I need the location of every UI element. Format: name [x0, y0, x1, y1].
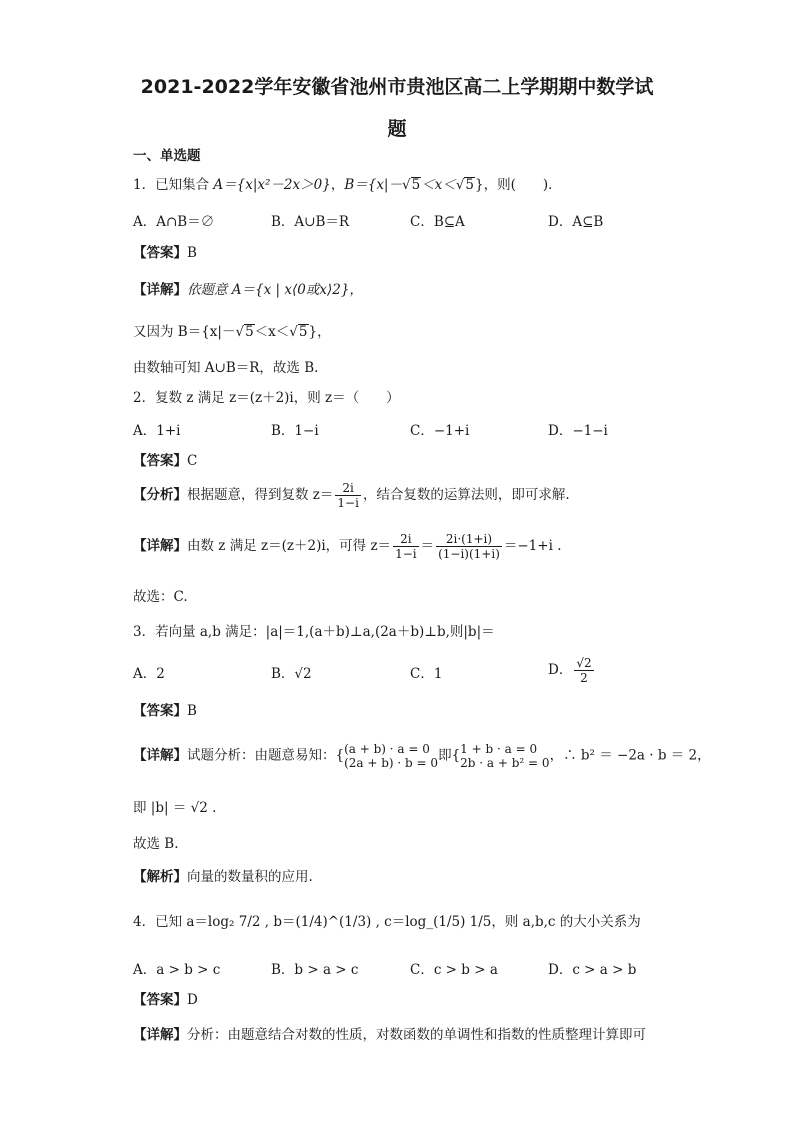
fraction: $\frac{2i}{1-i}$ — [337, 481, 359, 510]
sqrt-sign: √ — [455, 177, 465, 193]
detail-line: 【详解】分析：由题意结合对数的性质，对数函数的单调性和指数的性质整理计算即可 — [133, 1027, 646, 1043]
option-a: A．A∩B＝∅ — [133, 214, 215, 230]
detail-line: 【详解】试题分析：由题意易知：{ (a + b) · a = 0 (2a + b) · b = 0 即{ 1 + b · a = 0 2b · a + b² = 0 ，∴ b² ＝ −2a · b ＝ 2， — [133, 742, 711, 770]
option-b: B．√2 — [271, 666, 312, 682]
option-d: D．−1−i — [548, 423, 608, 439]
question-number: 1． — [133, 177, 156, 193]
answer-line: 【答案】B — [133, 245, 197, 261]
analysis-line: 【分析】根据题意，得到复数 z＝ $\frac{2i}{1-i}$ ，结合复数的运算法则，即可求解. — [133, 481, 570, 510]
fraction: $\frac{2i}{1-i}$ — [395, 532, 417, 561]
option-c: C．−1+i — [410, 423, 470, 439]
answer-line: 【答案】D — [133, 992, 198, 1008]
detail-line: 即 |b| ＝ √2 . — [133, 800, 217, 816]
question-1-stem: 1．已知集合 A＝{x|x²－2x＞0}，B＝{x|－√5＜x＜√5}，则( )． — [133, 177, 562, 193]
option-c: C．c > b > a — [410, 962, 498, 978]
section-heading: 一、单选题 — [133, 148, 201, 164]
answer-line: 【答案】C — [133, 453, 198, 469]
option-a: A．1+i — [133, 423, 181, 439]
detail-line: 又因为 B＝{x|－√5＜x＜√5}， — [133, 324, 331, 340]
detail-line: 【详解】由数 z 满足 z＝(z＋2)i，可得 z＝ $\frac{2i}{1-i}$ ＝ $\frac{2i\cdot(1+i)}{(1-i)(1+i)}$ ＝−1+i . — [133, 532, 562, 561]
fraction: $\frac{2i\cdot(1+i)}{(1-i)(1+i)}$ — [438, 532, 500, 561]
page-title: 2021-2022学年安徽省池州市贵池区高二上学期期中数学试 — [140, 76, 654, 98]
analysis-line: 【解析】向量的数量积的应用. — [133, 869, 313, 885]
option-b: B．b > a > c — [271, 962, 359, 978]
conclusion-line: 故选 B. — [133, 836, 179, 852]
option-c: C．B⊆A — [410, 214, 465, 230]
equation-system: (a + b) · a = 0 (2a + b) · b = 0 — [344, 742, 439, 770]
detail-line: 【详解】依题意 A＝{x | x⟨0或x⟩2}， — [133, 282, 363, 298]
question-2-stem: 2．复数 z 满足 z＝(z＋2)i，则 z＝（ ） — [133, 390, 400, 406]
option-b: B．A∪B＝R — [271, 214, 350, 230]
question-4-stem: 4．已知 a＝log₂ 7/2 , b＝(1/4)^(1/3) , c＝log_(1/5) 1/5，则 a,b,c 的大小关系为 — [133, 914, 641, 930]
page-title-continued: 题 — [387, 118, 407, 140]
option-a: A．2 — [133, 666, 165, 682]
option-c: C．1 — [410, 666, 443, 682]
option-a: A．a > b > c — [133, 962, 221, 978]
option-d: D．A⊆B — [548, 214, 604, 230]
option-d: D． $\frac{√2}{2}$ — [548, 656, 592, 685]
question-3-stem: 3．若向量 a,b 满足：|a|＝1,(a＋b)⊥a,(2a＋b)⊥b,则|b|＝ — [133, 624, 495, 640]
fraction: $\frac{√2}{2}$ — [576, 656, 592, 685]
equation-system: 1 + b · a = 0 2b · a + b² = 0 — [460, 742, 550, 770]
conclusion-line: 故选：C. — [133, 589, 188, 605]
sqrt-sign: √ — [401, 177, 411, 193]
option-d: D．c > a > b — [548, 962, 637, 978]
option-b: B．1−i — [271, 423, 319, 439]
detail-line: 由数轴可知 A∪B＝R，故选 B. — [133, 360, 319, 376]
answer-line: 【答案】B — [133, 703, 197, 719]
